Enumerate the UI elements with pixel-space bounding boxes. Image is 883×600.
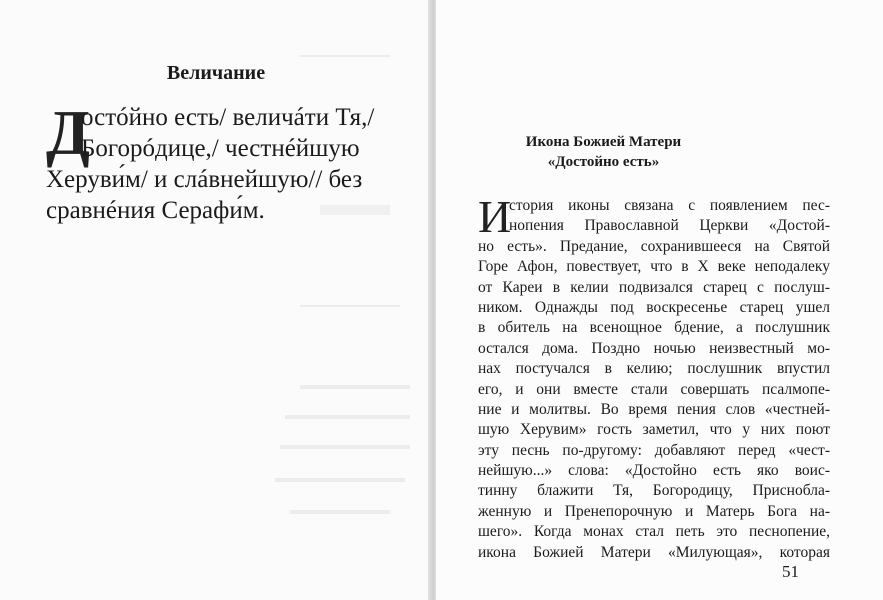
text-line: остался дома. Поздно ночью неизвестный мо- — [478, 339, 830, 357]
story-text — [478, 191, 830, 563]
left-page — [0, 0, 432, 600]
text-line: шего». Когда монах стал петь это песнопение, — [478, 523, 830, 541]
text-line: шую Херувим» гость заметил, что у них поют — [478, 421, 830, 439]
text-line: Херуви́м/ и слáвнейшую// без — [46, 166, 363, 193]
text-line: от Кареи в келии подвизался старец с послуш- — [478, 278, 830, 296]
text-line: нах постучался в келию; послушник впустил — [478, 360, 830, 378]
text-line: ником. Однажды под воскресенье старец ушел — [478, 298, 830, 316]
text-line: эту песнь по-другому: добавляют перед «чест- — [478, 441, 830, 459]
magnification-title: Величание — [166, 62, 266, 84]
text-line: Богорóдице,/ честнéйшую — [81, 135, 360, 162]
bleed-through — [0, 0, 432, 600]
magnification-text — [46, 97, 402, 226]
text-line: нейшую...» слова: «Достойно есть яко воис- — [478, 462, 830, 480]
text-line: Горе Афон, повествует, что в X веке неподалеку — [478, 258, 830, 276]
text-line: икона Божией Матери «Милующая», которая — [478, 543, 830, 561]
drop-cap-letter: Д — [46, 97, 91, 168]
text-line: но есть». Предание, сохранившееся на Святой — [478, 237, 830, 255]
text-line: его, и они вместе стали совершать псалмопе- — [478, 380, 830, 398]
icon-subtitle: «Достойно есть» — [547, 154, 660, 170]
page-number: 51 — [782, 562, 799, 581]
drop-cap-letter: И — [478, 191, 512, 242]
text-line: женную и Пренепорочную и Матерь Бога на- — [478, 502, 830, 520]
text-line: нопения Православной Церкви «Достой- — [509, 217, 830, 235]
text-line: сравнéния Серафи́м. — [46, 197, 265, 224]
text-line: ние и молитвы. Во время пения слов «честней- — [478, 400, 830, 418]
text-line: стория иконы связана с появлением пес- — [509, 197, 830, 214]
text-line: остóйно есть/ величáти Тя,/ — [81, 104, 375, 131]
text-line: в обитель на всенощное бдение, а послушник — [478, 319, 830, 337]
text-line: тинну блажити Тя, Богородицу, Приснобла- — [478, 482, 830, 500]
icon-title: Икона Божией Матери — [525, 134, 682, 150]
